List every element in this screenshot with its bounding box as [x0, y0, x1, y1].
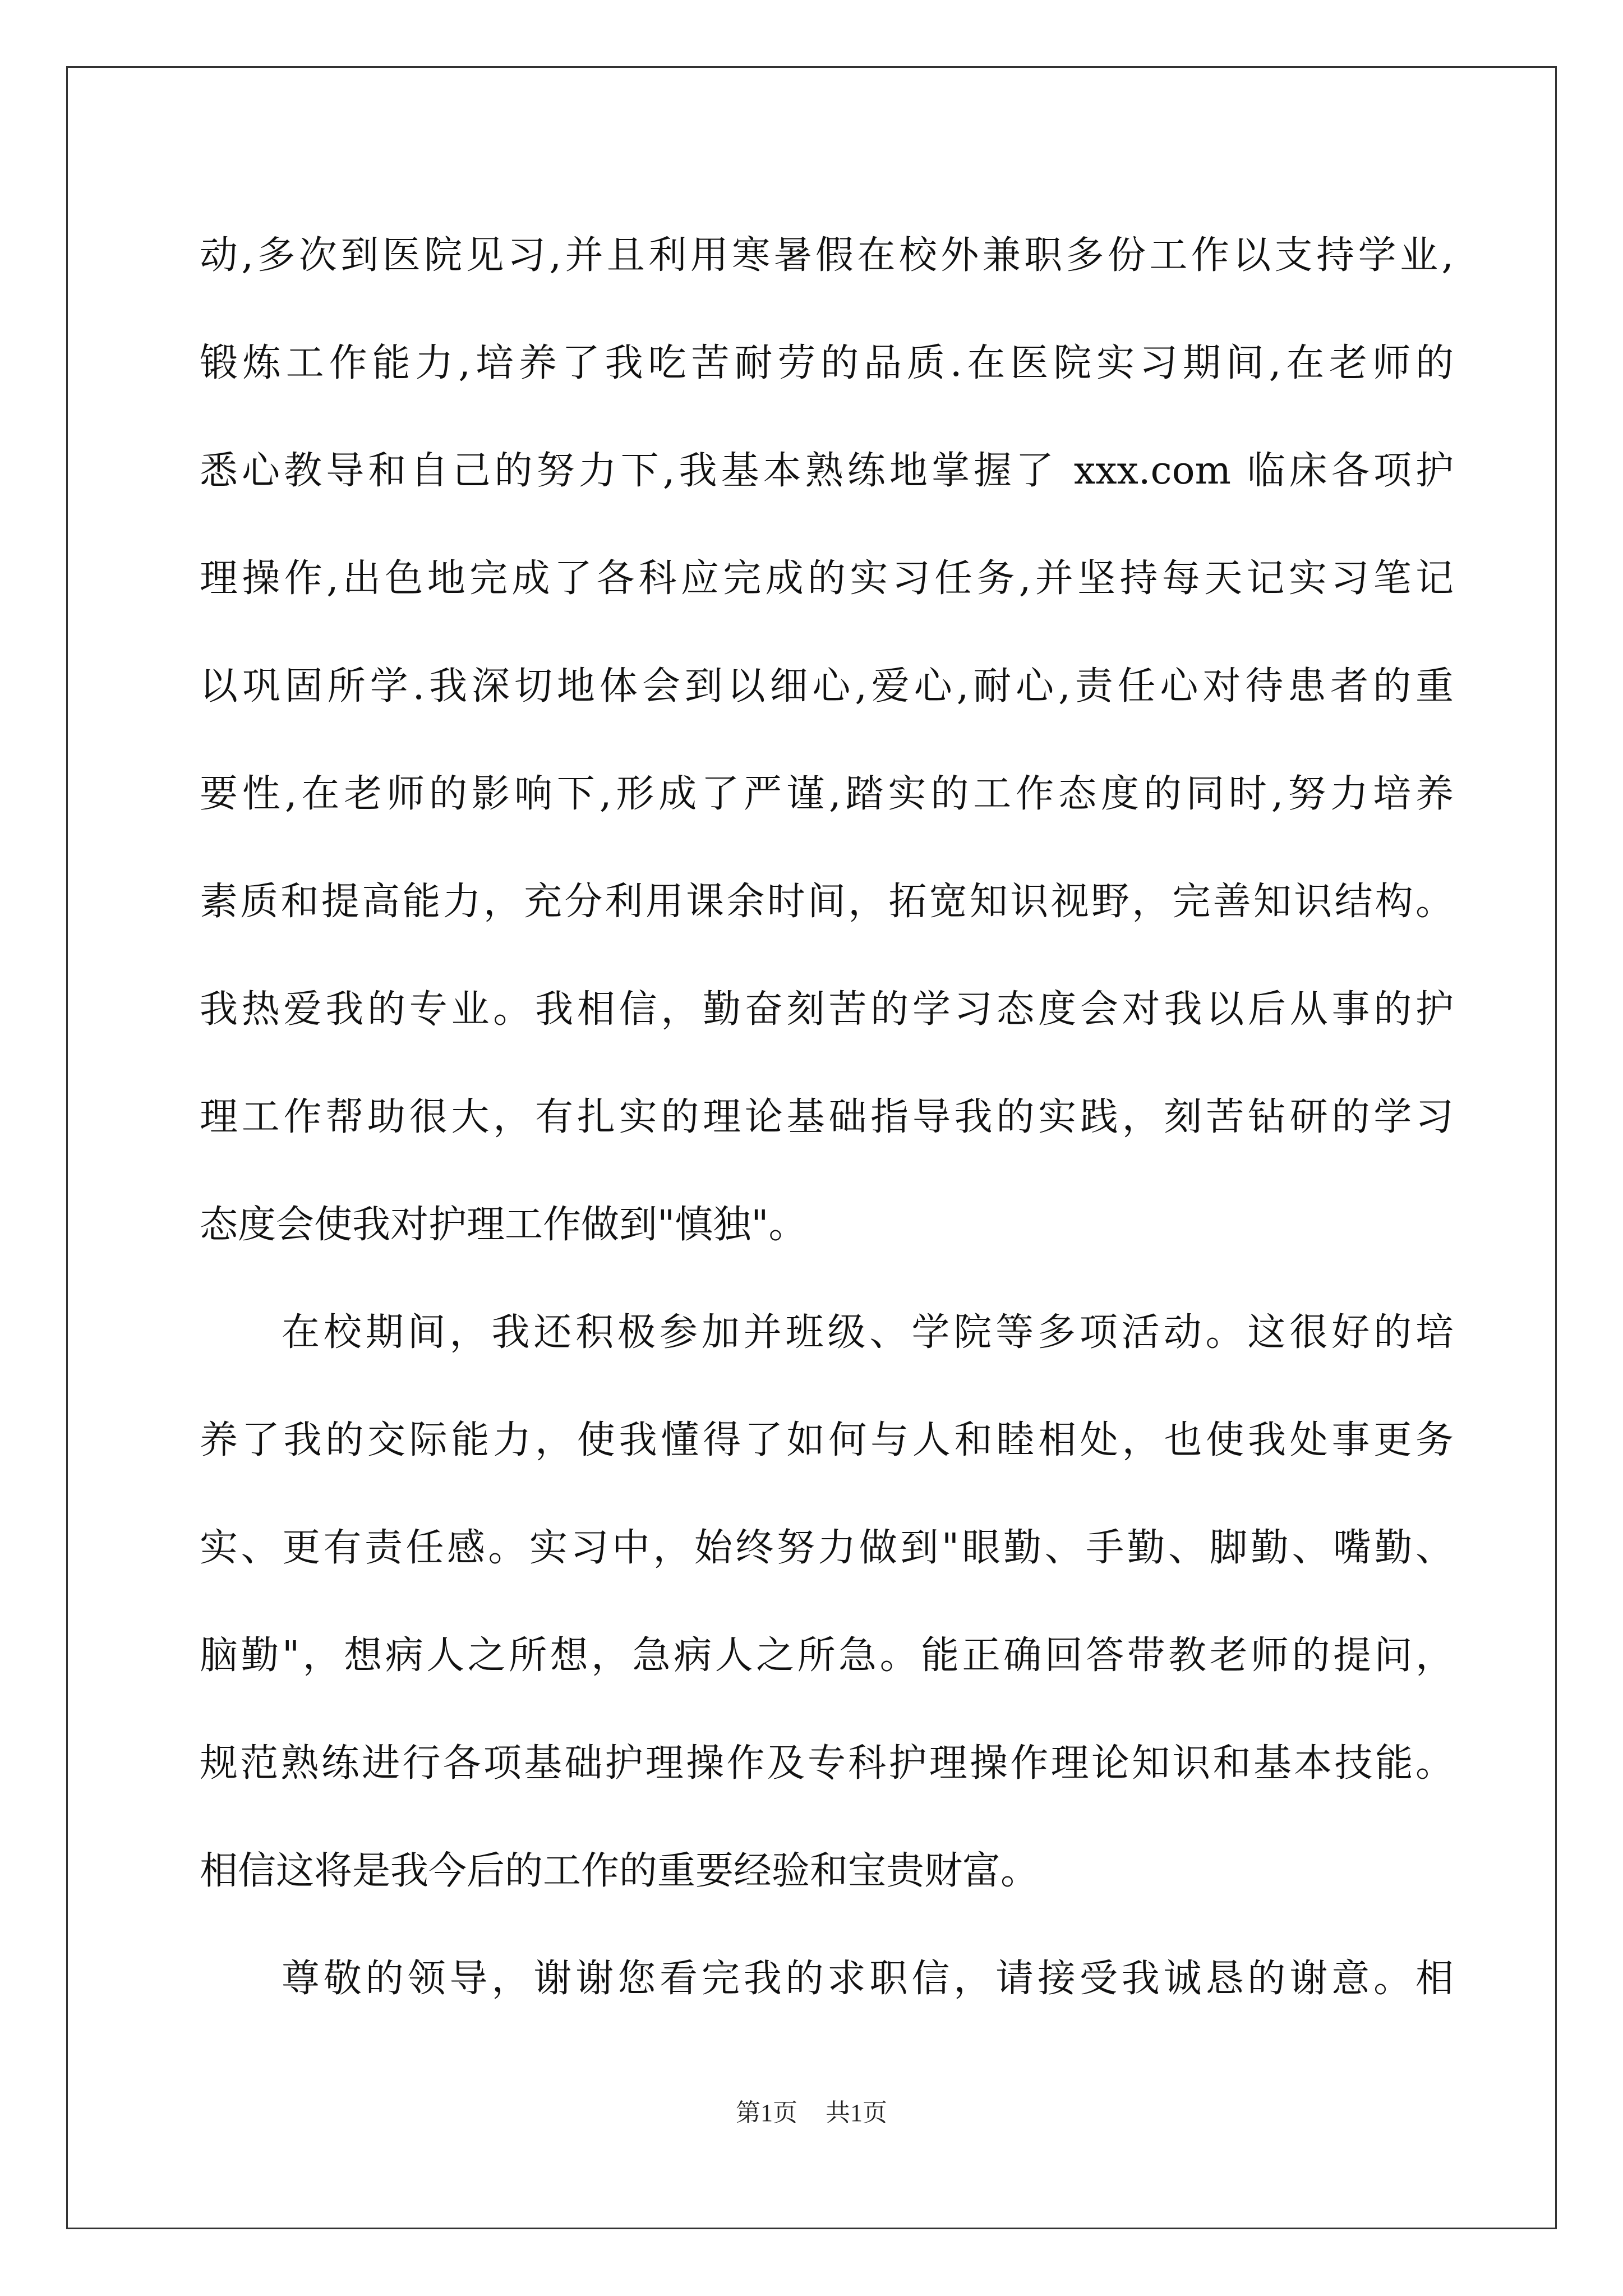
page-number-current: 第1页 — [736, 2099, 797, 2127]
text-line: 在校期间，我还积极参加并班级、学院等多项活动。这很好的培 — [282, 1310, 1454, 1355]
text-line: 相信这将是我今后的工作的重要经验和宝贵财富。 — [200, 1849, 1039, 1893]
text-line: 理操作,出色地完成了各科应完成的实习任务,并坚持每天记实习笔记 — [200, 556, 1454, 601]
text-line: 规范熟练进行各项基础护理操作及专科护理操作理论知识和基本技能。 — [200, 1741, 1454, 1786]
text-line: 实、更有责任感。实习中，始终努力做到"眼勤、手勤、脚勤、嘴勤、 — [200, 1526, 1454, 1570]
text-line: 态度会使我对护理工作做到"慎独"。 — [200, 1203, 807, 1247]
text-line: 我热爱我的专业。我相信，勤奋刻苦的学习态度会对我以后从事的护 — [200, 987, 1454, 1032]
text-line: 养了我的交际能力，使我懂得了如何与人和睦相处，也使我处事更务 — [200, 1418, 1454, 1462]
text-line: 尊敬的领导，谢谢您看完我的求职信，请接受我诚恳的谢意。相 — [282, 1957, 1454, 2001]
text-line: 锻炼工作能力,培养了我吃苦耐劳的品质.在医院实习期间,在老师的 — [200, 341, 1454, 385]
text-line: 脑勤"，想病人之所想，急病人之所急。能正确回答带教老师的提问， — [200, 1634, 1454, 1678]
page-number-total: 共1页 — [826, 2099, 887, 2127]
document-body — [200, 202, 1454, 2033]
page-footer — [0, 2092, 1623, 2128]
text-line: 理工作帮助很大，有扎实的理论基础指导我的实践，刻苦钻研的学习 — [200, 1095, 1454, 1139]
text-line: 素质和提高能力，充分利用课余时间，拓宽知识视野，完善知识结构。 — [200, 880, 1454, 924]
text-line: 动,多次到医院见习,并且利用寒暑假在校外兼职多份工作以支持学业, — [200, 233, 1454, 278]
text-line: 悉心教导和自己的努力下,我基本熟练地掌握了 xxx.com 临床各项护 — [200, 449, 1454, 493]
text-line: 要性,在老师的影响下,形成了严谨,踏实的工作态度的同时,努力培养 — [200, 772, 1454, 816]
text-line: 以巩固所学.我深切地体会到以细心,爱心,耐心,责任心对待患者的重 — [200, 664, 1454, 708]
